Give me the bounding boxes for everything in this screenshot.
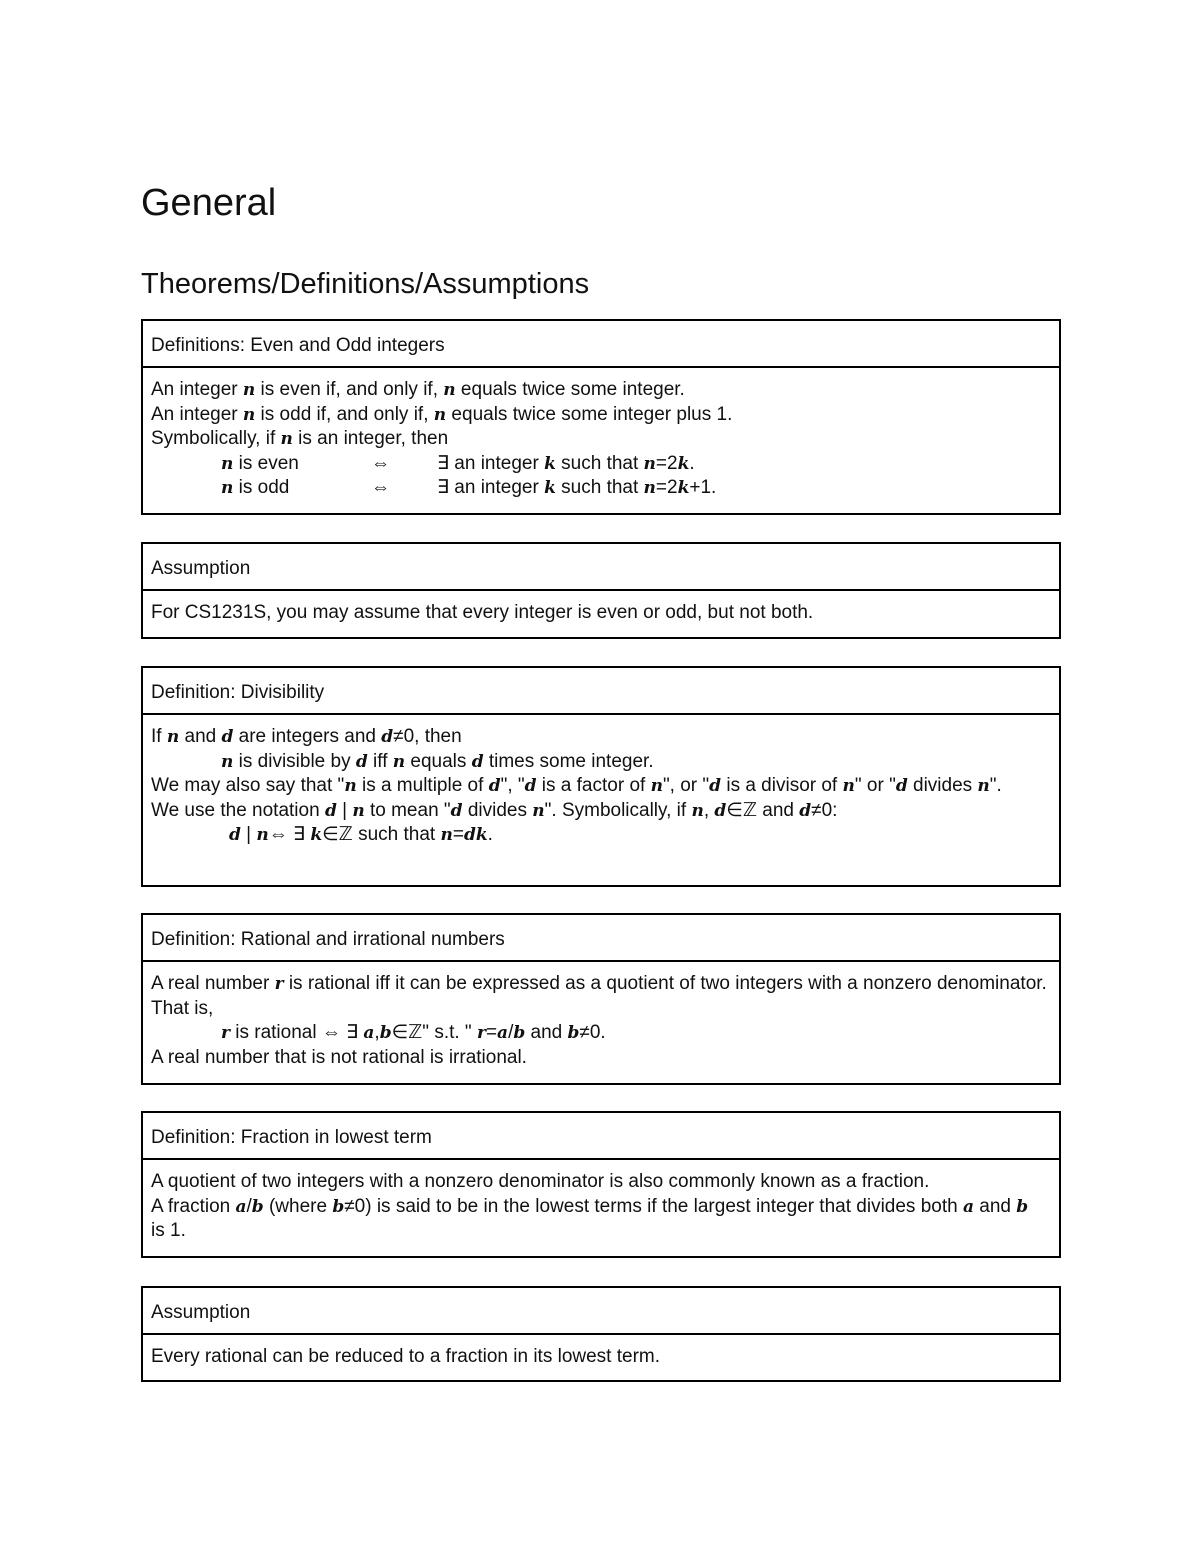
divisibility-definition-box	[141, 666, 1061, 887]
box-header: Assumption	[143, 544, 1059, 591]
box-header: Definitions: Even and Odd integers	[143, 321, 1059, 368]
notation-line: We use the notation d | n to mean "d divides n". Symbolically, if n, d∈ℤ and d≠0:	[151, 799, 838, 821]
box-header: Definition: Rational and irrational numbers	[143, 915, 1059, 962]
page-title: General	[141, 182, 277, 224]
fraction-definition-box	[141, 1111, 1061, 1258]
even-definition-line: An integer n is even if, and only if, n equals twice some integer.	[151, 379, 685, 400]
even-symbolic-line: n is even ⇔ ∃ an integer k such that n=2k.	[221, 452, 695, 474]
box-body	[143, 1160, 1059, 1244]
assumption-box-2	[141, 1286, 1061, 1382]
box-body	[143, 962, 1059, 1070]
divisibility-intro-line: If n and d are integers and d≠0, then	[151, 726, 462, 747]
divisibility-symbolic-line: d | n⇔ ∃ k∈ℤ such that n=dk.	[229, 824, 493, 846]
divisibility-terms-line: We may also say that "n is a multiple of d", "d is a factor of n", or "d is a divisor of n" or "d divides n".	[151, 775, 1002, 797]
box-body	[143, 591, 1059, 626]
odd-definition-line: An integer n is odd if, and only if, n equals twice some integer plus 1.	[151, 403, 733, 425]
assumption-text: Every rational can be reduced to a fraction in its lowest term.	[151, 1346, 661, 1367]
rational-definition-line: A real number r is rational iff it can be expressed as a quotient of two integers with a nonzero denominator. That is,	[151, 973, 1047, 1019]
symbolic-intro-line: Symbolically, if n is an integer, then	[151, 428, 449, 450]
box-body	[143, 368, 1059, 501]
odd-symbolic-line: n is odd ⇔ ∃ an integer k such that n=2k+1.	[221, 477, 717, 499]
rational-symbolic-line: r is rational ⇔ ∃ a,b∈ℤ" s.t. " r=a/b and b≠0.	[221, 1022, 606, 1044]
rational-definition-box	[141, 913, 1061, 1085]
section-heading: Theorems/Definitions/Assumptions	[141, 268, 590, 300]
fraction-intro-line: A quotient of two integers with a nonzero denominator is also commonly known as a fraction.	[151, 1171, 930, 1192]
box-body	[143, 1335, 1059, 1370]
assumption-box-1	[141, 542, 1061, 639]
box-body	[143, 715, 1059, 848]
box-header: Assumption	[143, 1288, 1059, 1335]
even-odd-definition-box	[141, 319, 1061, 515]
box-header: Definition: Fraction in lowest term	[143, 1113, 1059, 1160]
irrational-definition-line: A real number that is not rational is irrational.	[151, 1046, 527, 1068]
lowest-terms-line: A fraction a/b (where b≠0) is said to be in the lowest terms if the largest integer that divides both a and b is 1.	[151, 1195, 1029, 1242]
divisible-definition-line: n is divisible by d iff n equals d times some integer.	[221, 750, 654, 772]
assumption-text: For CS1231S, you may assume that every integer is even or odd, but not both.	[151, 602, 814, 623]
box-header: Definition: Divisibility	[143, 668, 1059, 715]
